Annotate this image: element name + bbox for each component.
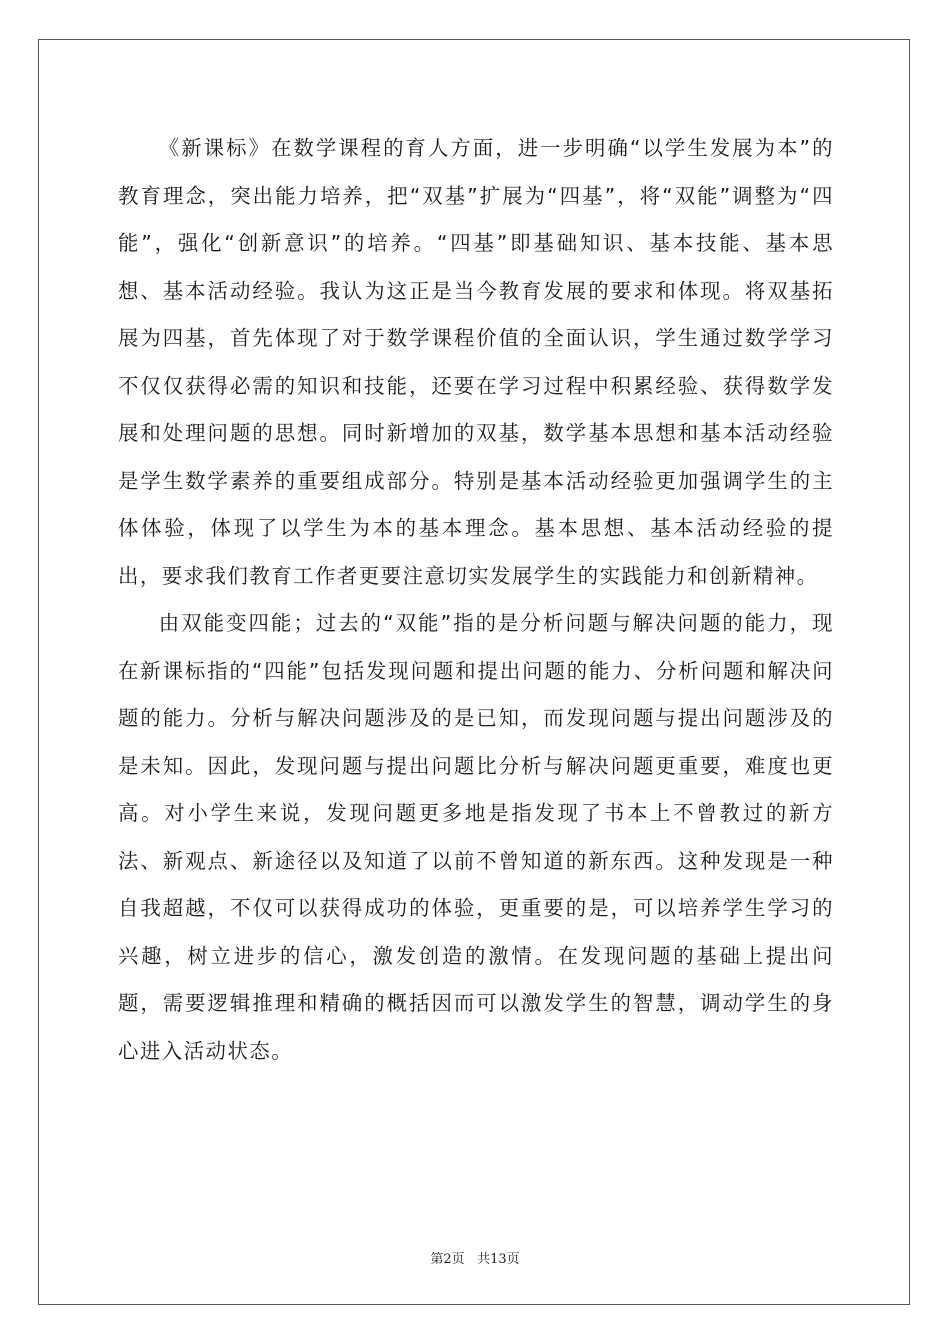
paragraph-1: 《新课标》在数学课程的育人方面，进一步明确“以学生发展为本”的教育理念，突出能力培养，把“双基”扩展为“四基”，将“双能”调整为“四能”，强化“创新意识”的培养。“四基”即基础知识、基本技能、基本思想、基本活动经验。我认为这正是当今教育发展的要求和体现。将双基拓展为四基，首先体现了对于数学课程价值的全面认识，学生通过数学学习不仅仅获得必需的知识和技能，还要在学习过程中积累经验、获得数学发展和处理问题的思想。同时新增加的双基，数学基本思想和基本活动经验是学生数学素养的重要组成部分。特别是基本活动经验更加强调学生的主体体验，体现了以学生为本的基本理念。基本思想、基本活动经验的提出，要求我们教育工作者更要注意切实发展学生的实践能力和创新精神。 <box>118 136 834 588</box>
paragraph-2: 由双能变四能；过去的“双能”指的是分析问题与解决问题的能力，现在新课标指的“四能”包括发现问题和提出问题的能力、分析问题和解决问题的能力。分析与解决问题涉及的是已知，而发现问题与提出问题涉及的是未知。因此，发现问题与提出问题比分析与解决问题更重要，难度也更高。对小学生来说，发现问题更多地是指发现了书本上不曾教过的新方法、新观点、新途径以及知道了以前不曾知道的新东西。这种发现是一种自我超越，不仅可以获得成功的体验，更重要的是，可以培养学生学习的兴趣，树立进步的信心，激发创造的激情。在发现问题的基础上提出问题，需要逻辑推理和精确的概括因而可以激发学生的智慧，调动学生的身心进入活动状态。 <box>118 611 834 1063</box>
document-body <box>118 125 834 1075</box>
page-number-total: 共13页 <box>477 1252 520 1267</box>
page-footer <box>0 1248 950 1267</box>
page-number-current: 第2页 <box>430 1252 465 1267</box>
